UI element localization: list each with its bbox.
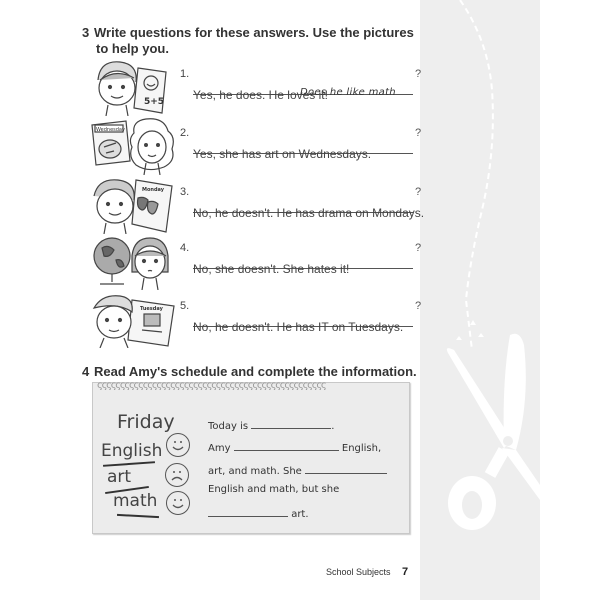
answer-text: No, he doesn't. He has drama on Mondays. [193, 206, 425, 220]
girl-with-globe-illustration [88, 232, 178, 290]
question-item-5 [88, 290, 428, 348]
exercise-instruction: Write questions for these answers. Use the pictures to help you. [94, 25, 414, 56]
question-mark: ? [415, 186, 422, 198]
question-number: 1. [180, 68, 190, 80]
svg-text:Wednesday: Wednesday [96, 127, 125, 133]
sad-face-icon [165, 463, 189, 487]
exercise-instruction: Read Amy's schedule and complete the information. [94, 364, 417, 379]
handwritten-question: Does he like math [300, 87, 396, 98]
schedule-subject-english: English [101, 441, 163, 461]
question-mark: ? [415, 242, 422, 254]
side-decoration-panel [420, 0, 540, 600]
schedule-subject-art: art [107, 467, 132, 487]
answer-text: Yes, she has art on Wednesdays. [193, 147, 372, 161]
paragraph-line-4: English and math, but she [208, 484, 340, 495]
svg-text:5+5: 5+5 [144, 97, 165, 107]
paragraph-line-5: art. [208, 505, 309, 520]
question-number: 2. [180, 127, 190, 139]
boy-with-tuesday-computer-calendar-illustration [88, 290, 178, 348]
happy-face-icon [166, 491, 190, 515]
schedule-subject-math: math [113, 491, 158, 511]
blank-verb-field-3[interactable] [208, 505, 288, 517]
question-number: 5. [180, 300, 190, 312]
blank-verb-field-2[interactable] [305, 462, 387, 474]
boy-with-monday-drama-calendar-illustration [88, 176, 178, 234]
question-mark: ? [415, 300, 422, 312]
question-mark: ? [415, 68, 422, 80]
happy-face-icon [166, 433, 190, 457]
question-number: 4. [180, 242, 190, 254]
underline [103, 461, 155, 467]
section-title: School Subjects [326, 567, 391, 577]
answer-text: No, she doesn't. She hates it! [193, 262, 350, 276]
svg-text:Monday: Monday [142, 187, 165, 193]
girl-with-wednesday-art-calendar-illustration [88, 117, 178, 175]
question-item-2 [88, 117, 428, 175]
answer-text: No, he doesn't. He has IT on Tuesdays. [193, 320, 404, 334]
exercise-number: 4 [82, 364, 90, 379]
svg-text:Tuesday: Tuesday [140, 306, 163, 312]
paragraph-line-3: art, and math. She [208, 462, 387, 477]
paragraph-line-1: Today is . [208, 417, 334, 432]
underline [117, 514, 159, 518]
exercise-number: 3 [82, 25, 90, 40]
schedule-day: Friday [117, 411, 175, 433]
question-mark: ? [415, 127, 422, 139]
question-number: 3. [180, 186, 190, 198]
question-item-4 [88, 232, 428, 290]
exercise-4-heading [82, 364, 417, 380]
schedule-notepad [92, 382, 410, 534]
question-item-3 [88, 176, 428, 234]
question-item-1 [88, 58, 428, 116]
exercise-3-heading [82, 25, 416, 57]
scissors-icon [420, 0, 540, 600]
paragraph-line-2: Amy English, [208, 439, 381, 454]
boy-with-math-calendar-illustration [88, 58, 178, 116]
spiral-binding: ςςςςςςςςςςςςςςςςςςςςςςςςςςςςςςςςςςςςςςςςςςςςςςςςςς [97, 380, 326, 391]
blank-day-field[interactable] [251, 417, 331, 429]
page-number: 7 [402, 566, 409, 578]
answer-text: Yes, he does. He loves it! [193, 88, 328, 102]
blank-verb-field-1[interactable] [234, 439, 339, 451]
